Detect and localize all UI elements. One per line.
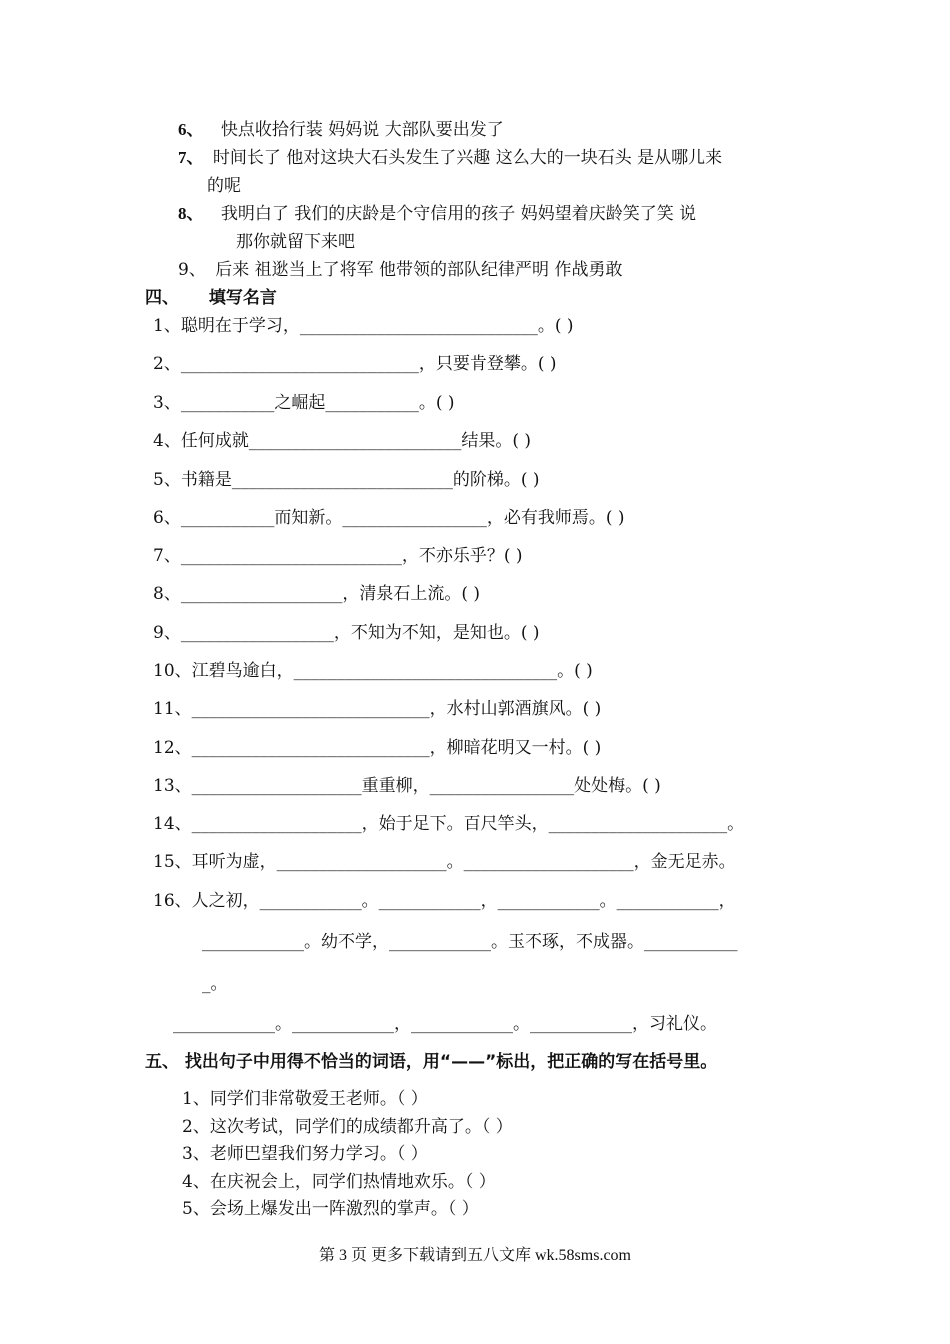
quote-item-16-cont-1: ____________。幼不学，____________。玉不琢，不成器。___________ (202, 932, 738, 952)
quote-item-5: 5、书籍是__________________________的阶梯。( ) (153, 470, 540, 490)
quote-item-16-cont-3: ____________。____________，____________。____________，习礼仪。 (173, 1014, 717, 1034)
quote-item-4: 4、任何成就_________________________结果。( ) (153, 431, 531, 451)
quote-item-16-cont-2: _。 (202, 974, 228, 994)
quote-item-1: 1、聪明在于学习，____________________________。( ) (153, 316, 574, 336)
quote-item-8: 8、___________________，清泉石上流。( ) (153, 584, 480, 604)
correction-item-4: 4、在庆祝会上，同学们热情地欢乐。（ ） (182, 1172, 496, 1192)
quote-item-13: 13、____________________重重柳，_________________处处梅。( ) (153, 776, 661, 796)
item-3-8: 8、 我明白了 我们的庆龄是个守信用的孩子 妈妈望着庆龄笑了笑 说 (178, 204, 697, 224)
quote-item-7: 7、__________________________，不亦乐乎？( ) (153, 546, 523, 566)
quote-item-16: 16、人之初，____________。____________，____________。____________， (153, 891, 736, 911)
section-four-heading: 四、 填写名言 (145, 288, 277, 308)
item-3-9: 9、 后来 祖逖当上了将军 他带领的部队纪律严明 作战勇敢 (178, 260, 623, 280)
quote-item-10: 10、江碧鸟逾白，_______________________________。( ) (153, 661, 593, 681)
item-3-6: 6、 快点收拾行装 妈妈说 大部队要出发了 (178, 120, 504, 140)
item-3-7-cont: 的呢 (207, 176, 241, 196)
quote-item-15: 15、耳听为虚，____________________。____________________，金无足赤。 (153, 852, 736, 872)
item-3-7: 7、 时间长了 他对这块大石头发生了兴趣 这么大的一块石头 是从哪儿来 (178, 148, 723, 168)
quote-item-9: 9、__________________，不知为不知，是知也。( ) (153, 623, 540, 643)
page-footer: 第 3 页 更多下载请到五八文库 wk.58sms.com (318, 1247, 631, 1264)
quote-item-3: 3、___________之崛起___________。( ) (153, 393, 455, 413)
quote-item-12: 12、____________________________，柳暗花明又一村。( ) (153, 738, 602, 758)
correction-item-3: 3、老师巴望我们努力学习。（ ） (182, 1144, 428, 1164)
item-3-8-cont: 那你就留下来吧 (236, 232, 355, 252)
quote-item-6: 6、___________而知新。_________________，必有我师焉。( ) (153, 508, 625, 528)
quote-item-2: 2、____________________________，只要肯登攀。( ) (153, 354, 557, 374)
quote-item-14: 14、____________________，始于足下。百尺竿头，_____________________。 (153, 814, 745, 834)
correction-item-1: 1、同学们非常敬爱王老师。（ ） (182, 1089, 428, 1109)
section-five-heading: 五、 找出句子中用得不恰当的词语，用“——”标出，把正确的写在括号里。 (145, 1052, 718, 1072)
correction-item-5: 5、会场上爆发出一阵激烈的掌声。（ ） (182, 1199, 479, 1219)
correction-item-2: 2、这次考试，同学们的成绩都升高了。（ ） (182, 1117, 513, 1137)
quote-item-11: 11、____________________________，水村山郭酒旗风。( ) (153, 699, 602, 719)
